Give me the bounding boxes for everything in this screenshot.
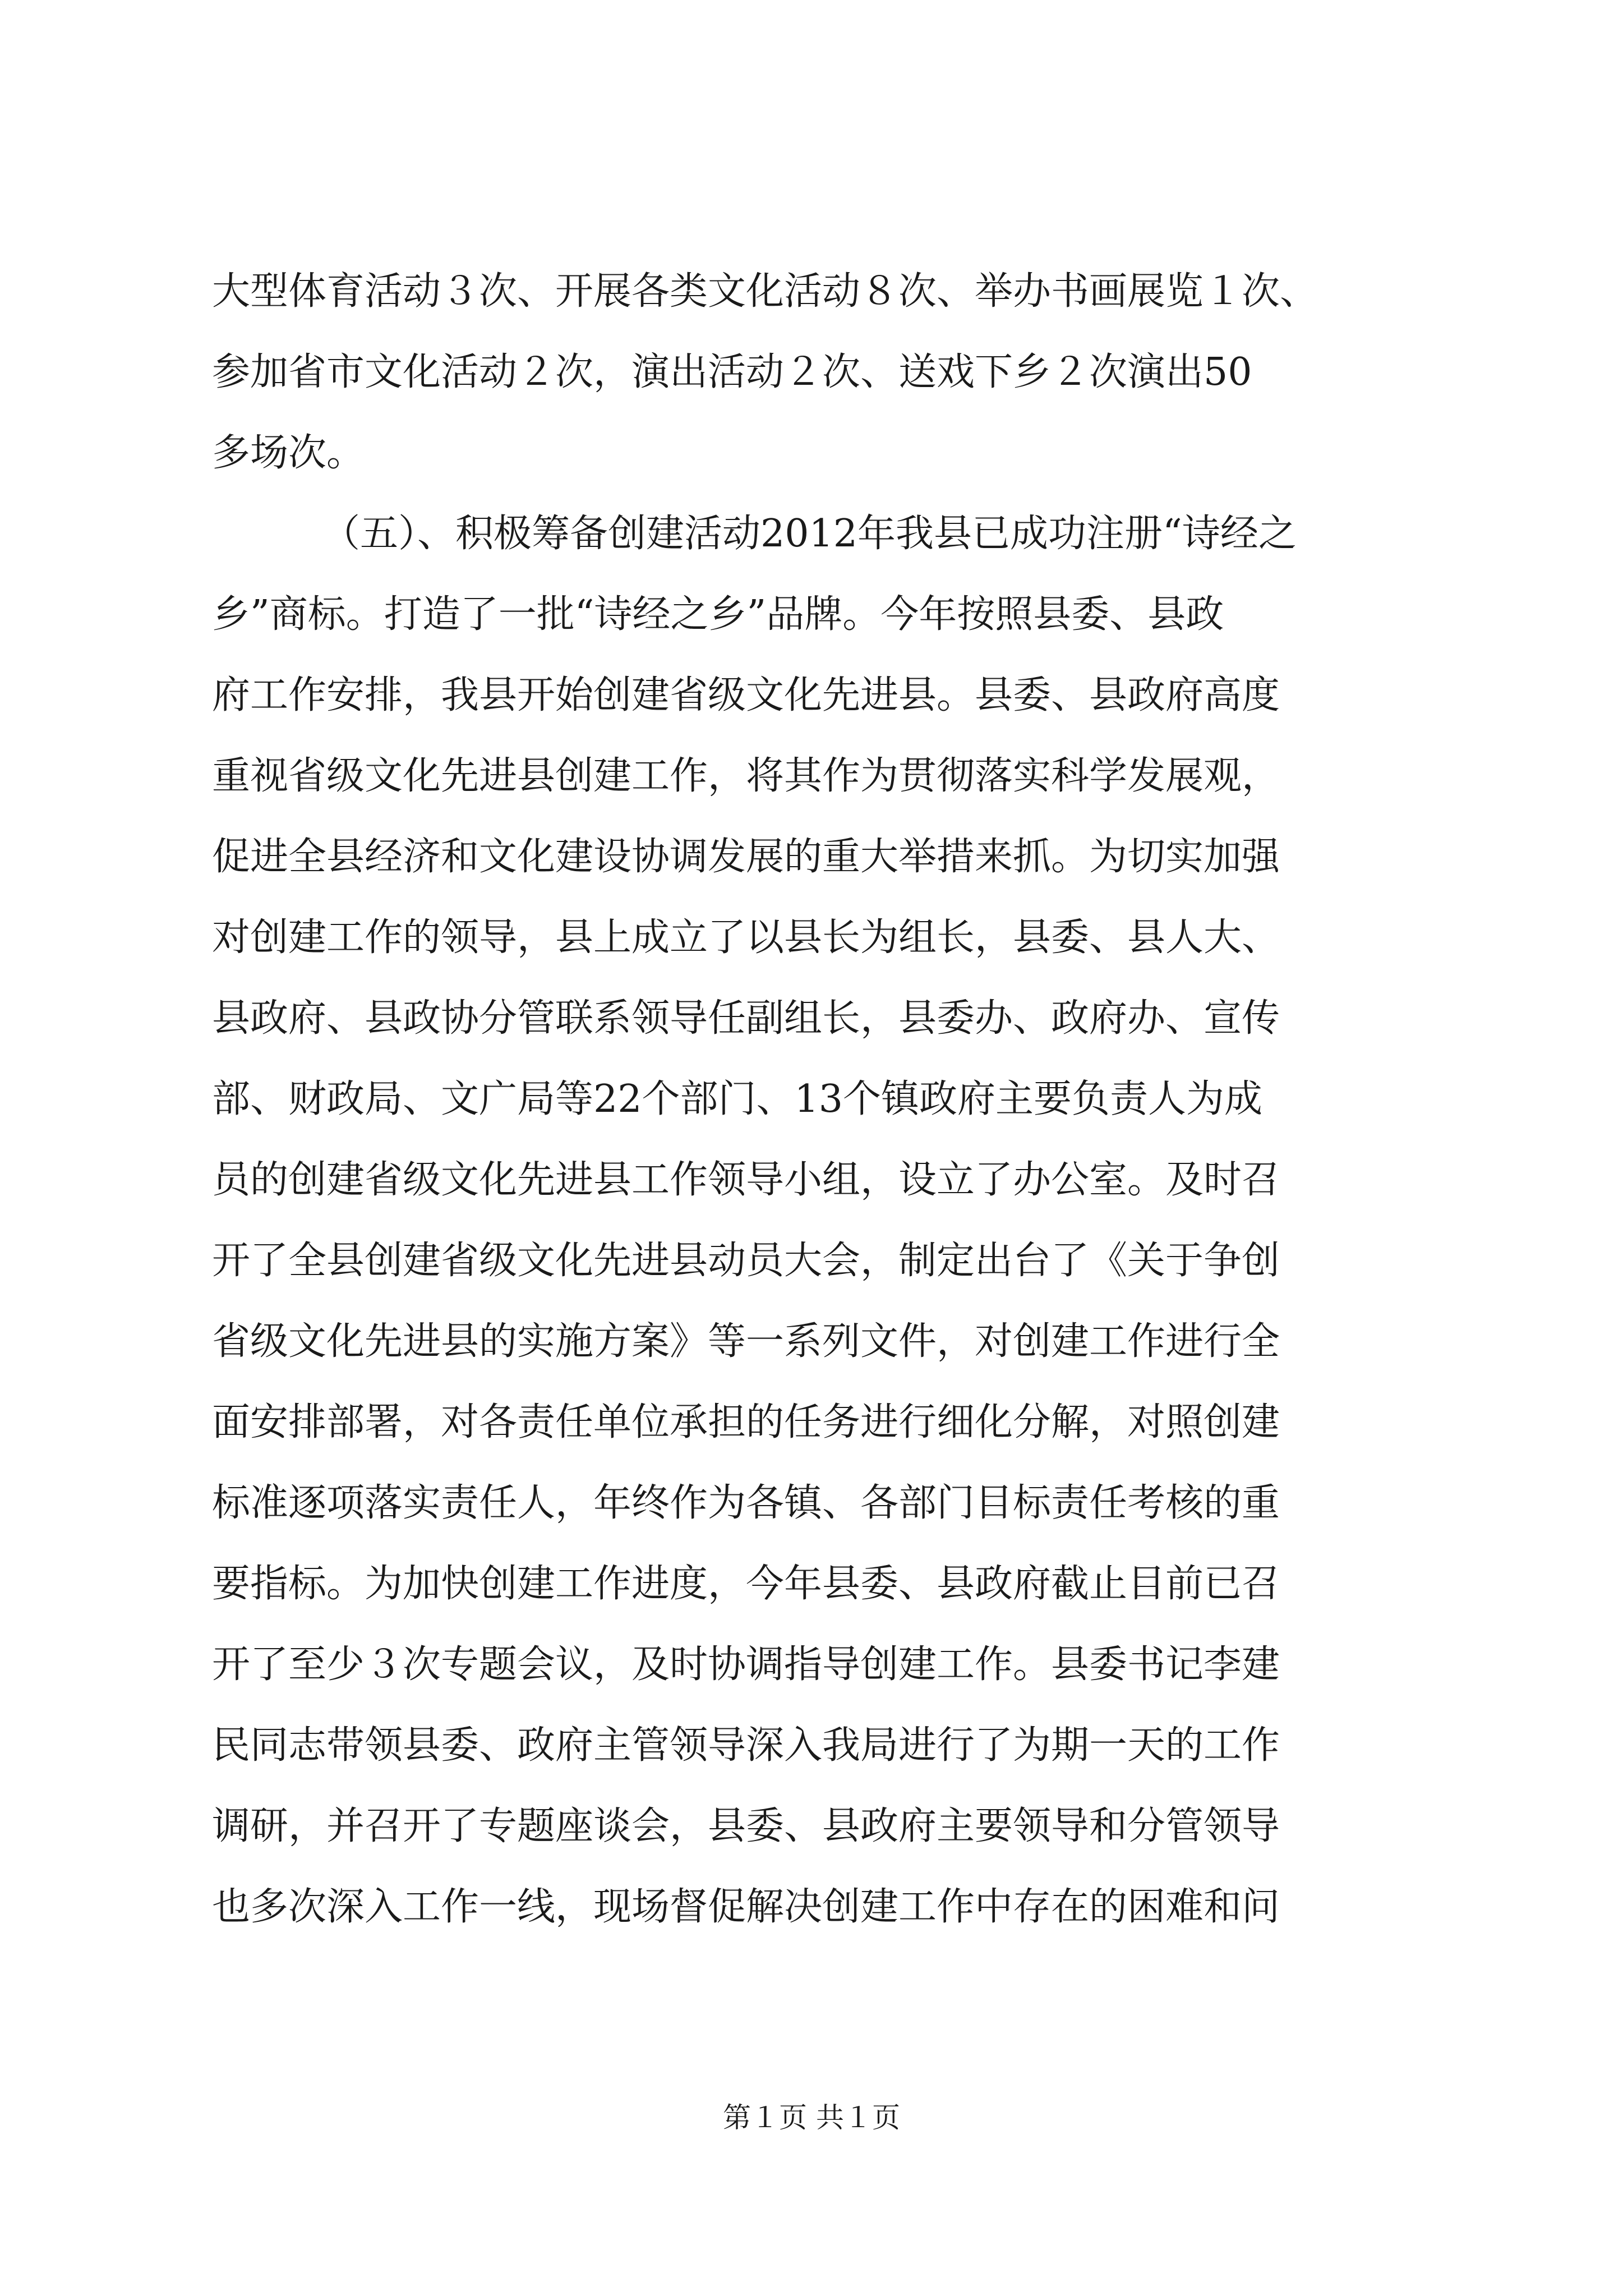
text-line: 也多次深入工作一线，现场督促解决创建工作中存在的困难和问: [212, 1885, 1280, 1929]
text-line: 府工作安排，我县开始创建省级文化先进县。县委、县政府高度: [212, 673, 1280, 717]
text-line: 开了至少３次专题会议，及时协调指导创建工作。县委书记李建: [212, 1642, 1280, 1687]
paragraph-start-line: （五）、积极筹备创建活动2012年我县已成功注册“诗经之: [322, 512, 1297, 556]
text-line: 开了全县创建省级文化先进县动员大会，制定出台了《关于争创: [212, 1239, 1280, 1283]
text-line: 多场次。: [212, 431, 365, 475]
text-line: 调研，并召开了专题座谈会，县委、县政府主要领导和分管领导: [212, 1804, 1280, 1848]
page-number-footer: 第１页 共１页: [723, 2101, 900, 2134]
text-line: 要指标。为加快创建工作进度，今年县委、县政府截止目前已召: [212, 1562, 1280, 1606]
text-line: 面安排部署，对各责任单位承担的任务进行细化分解，对照创建: [212, 1400, 1280, 1444]
text-line: 标准逐项落实责任人，年终作为各镇、各部门目标责任考核的重: [212, 1481, 1280, 1525]
text-line: 参加省市文化活动２次，演出活动２次、送戏下乡２次演出50: [212, 350, 1252, 394]
text-line: 大型体育活动３次、开展各类文化活动８次、举办书画展览１次、: [212, 269, 1318, 314]
text-line: 县政府、县政协分管联系领导任副组长，县委办、政府办、宣传: [212, 996, 1280, 1041]
text-line: 部、财政局、文广局等22个部门、13个镇政府主要负责人为成: [212, 1077, 1263, 1121]
text-line: 对创建工作的领导，县上成立了以县长为组长，县委、县人大、: [212, 915, 1280, 960]
text-line: 省级文化先进县的实施方案》等一系列文件，对创建工作进行全: [212, 1319, 1280, 1364]
text-line: 促进全县经济和文化建设协调发展的重大举措来抓。为切实加强: [212, 835, 1280, 879]
text-line: 重视省级文化先进县创建工作，将其作为贯彻落实科学发展观，: [212, 754, 1280, 798]
text-line: 员的创建省级文化先进县工作领导小组，设立了办公室。及时召: [212, 1158, 1280, 1202]
text-line: 民同志带领县委、政府主管领导深入我局进行了为期一天的工作: [212, 1723, 1280, 1768]
text-line: 乡”商标。打造了一批“诗经之乡”品牌。今年按照县委、县政: [212, 592, 1224, 637]
